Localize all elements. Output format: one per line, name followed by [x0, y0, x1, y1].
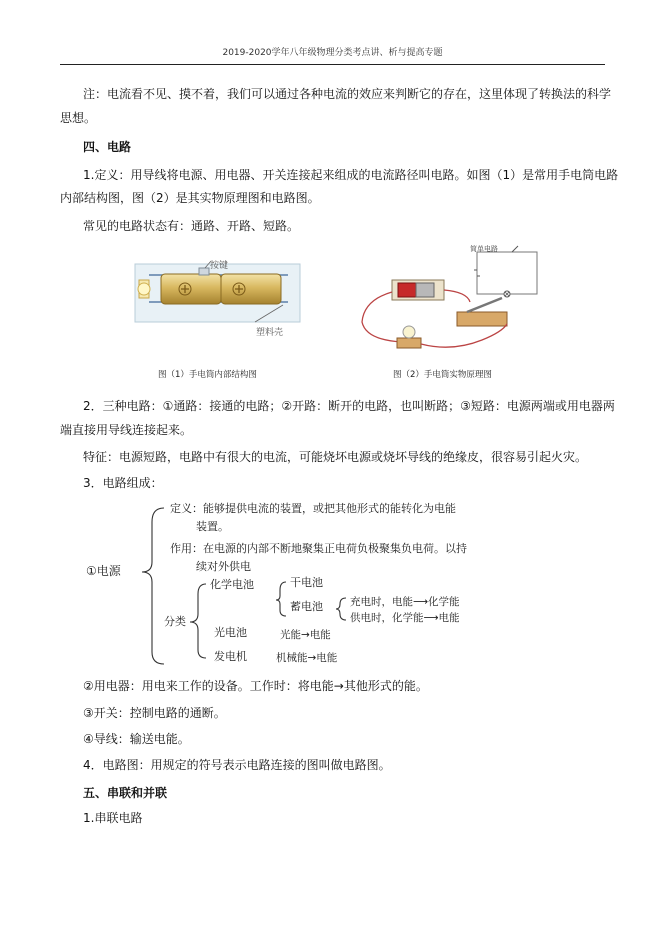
figure-2-caption: 图（2）手电筒实物原理图 — [393, 370, 492, 380]
tree-classify: 分类 — [164, 615, 186, 628]
series-circuit-heading: 1.串联电路 — [83, 811, 143, 825]
tree-generator-conversion: 机械能→电能 — [276, 652, 338, 664]
label-button: 按键 — [210, 261, 229, 271]
tree-generator: 发电机 — [214, 650, 247, 663]
note-line-2: 思想。 — [60, 111, 97, 125]
circuit-states: 常见的电路状态有：通路、开路、短路。 — [83, 219, 300, 233]
tree-storage-battery: 蓄电池 — [290, 600, 323, 613]
label-simple-circuit: 简单电路 — [470, 245, 498, 253]
tree-solar-conversion: 光能→电能 — [280, 629, 331, 641]
tree-supplying: 供电时，化学能⟶电能 — [350, 612, 460, 624]
figure-1-caption: 图（1）手电筒内部结构图 — [158, 370, 257, 380]
note-line-1: 注：电流看不见、摸不着，我们可以通过各种电流的效应来判断它的存在，这里体现了转换法的科学 — [83, 87, 612, 101]
three-circuits-line-2: 端直接用导线连接起来。 — [60, 423, 193, 437]
definition-line-1: 1.定义：用导线将电源、用电器、开关连接起来组成的电流路径叫电路。如图（1）是常用手电筒电路 — [83, 168, 619, 182]
tree-function-line-1: 作用：在电源的内部不断地聚集正电荷负极聚集负电荷。以持 — [170, 542, 467, 555]
definition-line-2: 内部结构图，图（2）是其实物原理图和电路图。 — [60, 191, 320, 205]
simple-circuit-figure — [352, 240, 542, 360]
circuit-diagram-definition: 4．电路图：用规定的符号表示电路连接的图叫做电路图。 — [83, 758, 391, 772]
item-appliance: ②用电器：用电来工作的设备。工作时：将电能→其他形式的能。 — [83, 679, 428, 693]
three-circuits-line-1: 2．三种电路：①通路：接通的电路；②开路：断开的电路，也叫断路；③短路：电源两端或用电器两 — [83, 399, 615, 413]
tree-definition-line-1: 定义：能够提供电流的装置，或把其他形式的能转化为电能 — [170, 502, 456, 515]
section-4-heading: 四、电路 — [83, 140, 132, 154]
tree-chemical-battery: 化学电池 — [210, 578, 254, 591]
tree-root-power: ①电源 — [86, 564, 121, 578]
short-circuit-feature: 特征：电源短路，电路中有很大的电流，可能烧坏电源或烧坏导线的绝缘皮，很容易引起火灾。 — [83, 450, 588, 464]
tree-charging: 充电时，电能⟶化学能 — [350, 596, 460, 608]
page-header: 2019-2020学年八年级物理分类考点讲、析与提高专题 — [60, 44, 605, 65]
power-source-tree — [80, 500, 520, 670]
section-5-heading: 五、串联和并联 — [83, 786, 168, 800]
tree-function-line-2: 续对外供电 — [196, 560, 251, 573]
tree-dry-battery: 干电池 — [290, 576, 323, 589]
circuit-composition: 3．电路组成： — [83, 476, 163, 490]
item-wire: ④导线：输送电能。 — [83, 732, 190, 746]
tree-definition-line-2: 装置。 — [196, 520, 229, 533]
label-shell: 塑料壳 — [256, 328, 284, 338]
item-switch: ③开关：控制电路的通断。 — [83, 706, 226, 720]
tree-solar-cell: 光电池 — [214, 626, 247, 639]
